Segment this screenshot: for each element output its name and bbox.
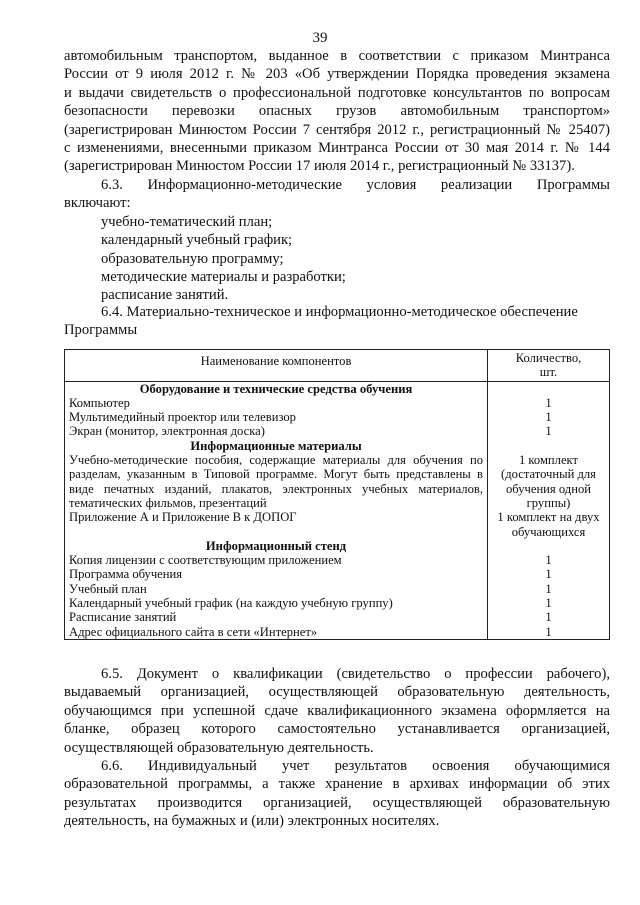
component-name: Копия лицензии с соответствующим приложением	[69, 553, 342, 568]
text-line: результатах производится организацией, осуществляющей образовательную	[64, 794, 610, 811]
header-name-cell: Наименование компонентов	[65, 350, 488, 382]
list-item: учебно-тематический план;	[101, 213, 273, 230]
text-line: образовательной программы, а также хранение в архивах информации об этих	[64, 776, 610, 793]
section-heading: 6.4. Материально-техническое и информационно-методическое обеспечение	[101, 304, 578, 320]
list-item: методические материалы и разработки;	[101, 269, 346, 286]
components-table	[64, 349, 610, 640]
text-line: осуществляющей образовательную деятельность.	[64, 739, 374, 756]
text-line: безопасности перевозки опасных грузов автомобильным транспортом»	[64, 103, 610, 120]
text-line: включают:	[64, 195, 131, 212]
component-qty: 1	[545, 596, 552, 611]
component-qty: 1	[545, 553, 552, 568]
header-qty-cell	[488, 350, 610, 382]
list-item: календарный учебный график;	[101, 232, 293, 249]
component-name: Календарный учебный график (на каждую учебную группу)	[69, 596, 393, 611]
section-heading: 6.3. Информационно-методические условия реализации Программы	[101, 177, 610, 193]
component-qty: 1 комплект	[518, 453, 579, 468]
section-title-materials: Информационные материалы	[190, 438, 362, 453]
text-line: обучающимся при успешной сдаче квалификационного экзамена оформляется на	[64, 702, 610, 719]
table-body-row	[65, 381, 610, 639]
text-line: (зарегистрирован Минюстом России 17 июля 2014 г., регистрационный № 33137).	[64, 158, 575, 175]
component-qty: группы)	[526, 495, 571, 510]
component-qty: 1	[545, 610, 552, 625]
section-title-stand: Информационный стенд	[205, 538, 347, 553]
text-line: России от 9 июля 2012 г. № 203 «Об утверждении Порядка проведения экзамена	[64, 66, 610, 83]
list-item: расписание занятий.	[101, 287, 229, 304]
text-line: Программы	[64, 322, 138, 339]
component-qty: (достаточный для	[501, 467, 596, 482]
top-paragraph	[64, 47, 610, 176]
component-name: Адрес официального сайта в сети «Интернет»	[69, 624, 318, 639]
section-title-equipment: Оборудование и технические средства обучения	[139, 381, 413, 396]
section-heading: 6.6. Индивидуальный учет результатов освоения обучающимися	[101, 758, 610, 774]
text-line: автомобильным транспортом, выданное в соответствии с приказом Минтранса	[64, 48, 610, 64]
header-qty-line: шт.	[539, 365, 558, 380]
component-qty: обучающихся	[511, 524, 586, 539]
section-6-5	[64, 665, 610, 757]
text-line: и выдачи свидетельств о профессиональной подготовке консультантов по вопросам	[64, 84, 610, 101]
component-name: Экран (монитор, электронная доска)	[69, 424, 265, 439]
page-number: 39	[312, 30, 328, 46]
component-qty: 1	[545, 424, 552, 439]
text-line: с изменениями, внесенными приказом Минтранса России от 30 мая 2014 г. № 144	[64, 140, 610, 157]
component-name: Мультимедийный проектор или телевизор	[69, 410, 296, 425]
component-qty: 1	[545, 567, 552, 582]
component-qty: 1	[545, 395, 552, 410]
text-line: (зарегистрирован Минюстом России 7 сентября 2012 г., регистрационный № 25407)	[64, 121, 610, 138]
text-line: выдаваемый организацией, осуществляющей образовательную деятельность,	[64, 684, 610, 701]
component-qty: обучения одной	[506, 481, 591, 496]
component-name: Расписание занятий	[69, 610, 177, 625]
section-heading: 6.5. Документ о квалификации (свидетельство о профессии рабочего),	[101, 666, 610, 682]
component-qty: 1	[545, 581, 552, 596]
component-name: Учебно-методические пособия, содержащие материалы для обучения по разделам, указанным в Типовой программе. Могут быть представлены в виде печатных изданий, плакатов, электронных учебных материалов, тематических фильмов, презентаций	[69, 453, 483, 510]
component-qty: 1 комплект на двух	[497, 510, 600, 525]
component-name: Учебный план	[69, 581, 147, 596]
text-line: бланке, образец которого самостоятельно устанавливается организацией,	[64, 721, 610, 738]
components-cell	[65, 381, 488, 639]
component-name: Программа обучения	[69, 567, 183, 582]
component-name: Приложение А и Приложение В к ДОПОГ	[69, 510, 297, 525]
text-line: деятельность, на бумажных и (или) электронных носителях.	[64, 813, 440, 830]
section-6-6	[64, 757, 610, 831]
component-qty: 1	[545, 410, 552, 425]
component-name: Компьютер	[69, 395, 130, 410]
list-item: образовательную программу;	[101, 250, 284, 267]
header-qty-line: Количество,	[515, 351, 582, 365]
quantities-cell	[488, 381, 610, 639]
table-header-row	[65, 350, 610, 382]
section-6-3	[64, 176, 610, 305]
section-6-4	[64, 303, 610, 340]
component-qty: 1	[545, 624, 552, 639]
